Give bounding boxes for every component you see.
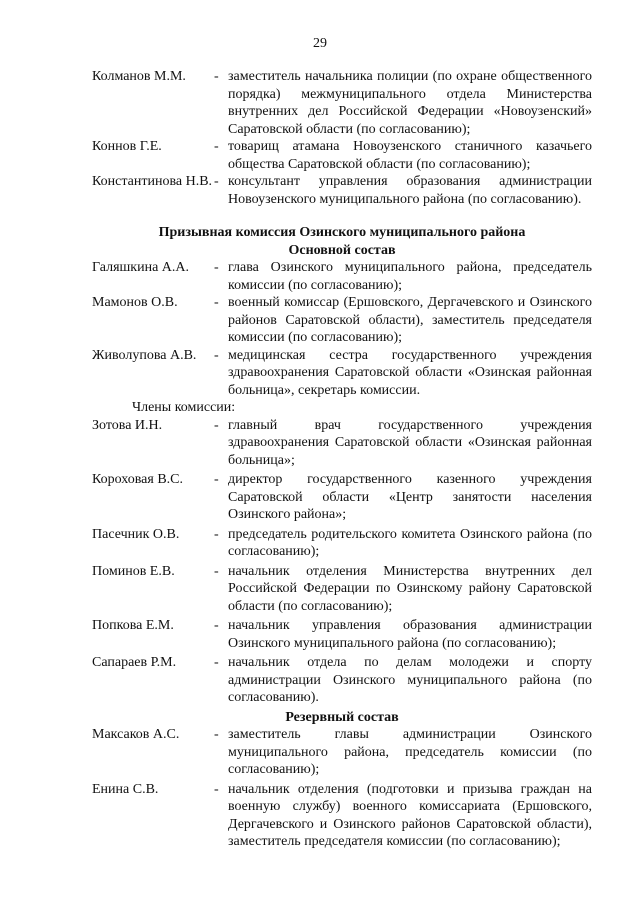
reserve-entry-list — [92, 726, 592, 851]
dash-separator: - — [214, 526, 219, 542]
person-name: Константинова Н.В. — [92, 174, 213, 189]
person-name: Максаков А.С. — [92, 727, 180, 742]
person-name: Колманов М.М. — [92, 69, 186, 84]
person-position: начальник отделения Министерства внутренних дел Российской Федерации по Озинскому району Саратовской области (по согласованию); — [228, 563, 592, 614]
person-position: начальник отделения (подготовки и призыва граждан на военную службу) военного комиссариата (Ершовского, Дергачевского и Озинского районов Саратовской области), заместитель председателя комиссии (по согласованию); — [228, 781, 592, 849]
dash-separator: - — [214, 472, 219, 487]
person-entry — [92, 138, 592, 173]
person-position: заместитель начальника полиции (по охране общественного порядка) межмуниципального отдела Министерства внутренних дел Российской Федерации «Новоузенский» Саратовской области (по согласованию); — [228, 69, 592, 137]
person-position: консультант управления образования администрации Новоузенского муниципального района (по согласованию). — [228, 174, 592, 207]
dash-separator: - — [214, 347, 219, 363]
person-entry — [92, 654, 592, 707]
person-position: глава Озинского муниципального района, председатель комиссии (по согласованию); — [228, 260, 592, 293]
person-name: Зотова И.Н. — [92, 417, 163, 433]
person-name: Мамонов О.В. — [92, 295, 178, 310]
dash-separator: - — [214, 655, 219, 670]
person-name: Короховая В.С. — [92, 472, 184, 487]
members-label: Члены комиссии: — [132, 400, 236, 415]
person-name: Сапараев Р.М. — [92, 655, 177, 670]
person-name: Поминов Е.В. — [92, 563, 175, 579]
dash-separator: - — [214, 139, 219, 154]
dash-separator: - — [214, 260, 219, 275]
dash-separator: - — [214, 563, 219, 579]
dash-separator: - — [214, 727, 219, 742]
document-content — [92, 68, 592, 853]
person-name: Пасечник О.В. — [92, 526, 180, 542]
person-entry — [92, 526, 592, 561]
dash-separator: - — [214, 417, 219, 433]
person-entry — [92, 563, 592, 616]
person-name: Галяшкина А.А. — [92, 260, 190, 275]
person-position: военный комиссар (Ершовского, Дергачевского и Озинского районов Саратовской области), заместитель председателя комиссии (по согласованию); — [228, 295, 592, 345]
person-position: директор государственного казенного учреждения Саратовской области «Центр занятости населения Озинского района»; — [228, 472, 592, 522]
person-entry — [92, 347, 592, 400]
person-entry — [92, 471, 592, 524]
person-name: Живолупова А.В. — [92, 347, 197, 363]
main-composition-title: Основной состав — [288, 242, 396, 258]
person-name: Енина С.В. — [92, 781, 159, 797]
person-position: председатель родительского комитета Озинского района (по согласованию); — [228, 526, 592, 559]
reserve-title: Резервный состав — [285, 709, 399, 725]
person-position: товарищ атамана Новоузенского станичного казачьего общества Саратовской области (по согласованию); — [228, 139, 592, 172]
person-entry — [92, 726, 592, 779]
person-position: главный врач государственного учреждения здравоохранения Саратовской области «Озинская районная больница»; — [228, 417, 592, 468]
person-entry — [92, 617, 592, 652]
top-entry-list — [92, 68, 592, 208]
person-entry — [92, 259, 592, 294]
person-entry — [92, 781, 592, 851]
person-position: заместитель главы администрации Озинского муниципального района, председатель комиссии (по согласованию); — [228, 727, 592, 777]
person-entry — [92, 294, 592, 347]
dash-separator: - — [214, 781, 219, 797]
dash-separator: - — [214, 174, 219, 189]
page-number: 29 — [313, 36, 327, 51]
person-position: медицинская сестра государственного учреждения здравоохранения Саратовской области «Озинская районная больница», секретарь комиссии. — [228, 347, 592, 398]
dash-separator: - — [214, 69, 219, 84]
person-entry — [92, 417, 592, 470]
person-entry — [92, 68, 592, 138]
person-entry — [92, 173, 592, 208]
person-position: начальник отдела по делам молодежи и спорту администрации Озинского муниципального района (по согласованию). — [228, 655, 592, 705]
dash-separator: - — [214, 618, 219, 633]
person-name: Коннов Г.Е. — [92, 139, 162, 154]
person-position: начальник управления образования администрации Озинского муниципального района (по согласованию); — [228, 618, 592, 651]
dash-separator: - — [214, 295, 219, 310]
person-name: Попкова Е.М. — [92, 618, 174, 633]
commission-title: Призывная комиссия Озинского муниципального района — [158, 225, 526, 240]
main-entry-list — [92, 259, 592, 399]
member-entry-list — [92, 417, 592, 707]
